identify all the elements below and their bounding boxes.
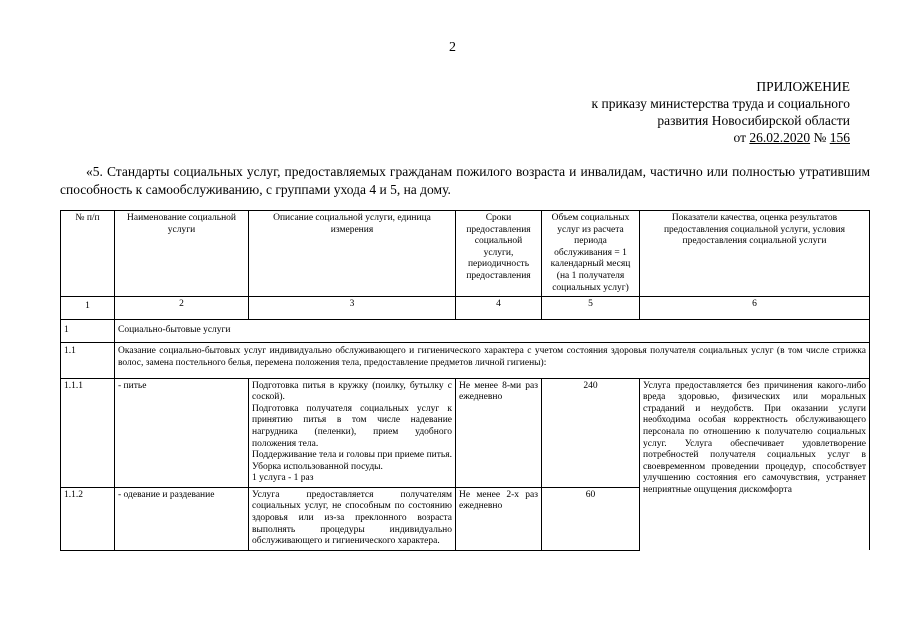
appendix-line-2: развития Новосибирской области — [657, 113, 850, 128]
order-date-prefix: от — [733, 130, 750, 145]
row-description — [249, 487, 456, 550]
section-row — [61, 319, 870, 343]
intro-paragraph: «5. Стандарты социальных услуг, предоставляемых гражданам пожилого возраста и инвалидам, частично или полностью утратившим способность к самообслуживанию, с группами ухода 4 и 5, на дому. — [60, 164, 870, 197]
description-line: Поддерживание тела и головы при приеме питья. Уборка использованной посуды. — [252, 450, 452, 472]
header-description: Описание социальной услуги, единица измерения — [249, 211, 456, 297]
subsection-text: Оказание социально-бытовых услуг индивидуально обслуживающего и гигиенического характера с учетом состояния здоровья получателя социальных услуг (в том числе стрижка волос, замена постельного белья, перемена положения тела, предоставление предметов личной гигиены): — [115, 343, 870, 378]
description-line: 1 услуга - 1 раз — [252, 473, 314, 484]
order-date: 26.02.2020 — [749, 130, 811, 145]
subsection-row — [61, 343, 870, 378]
header-period: Сроки предоставления социальной услуги, периодичность предоставления — [456, 211, 542, 297]
row-name: - одевание и раздевание — [115, 487, 249, 550]
column-number-row — [61, 297, 870, 320]
row-num: 1.1.2 — [61, 487, 115, 550]
appendix-line-1: к приказу министерства труда и социального — [591, 96, 850, 111]
col-number: 4 — [456, 297, 542, 320]
header-num: № п/п — [61, 211, 115, 297]
header-quality: Показатели качества, оценка результатов предоставления социальной услуги, условия предоставления социальной услуги — [640, 211, 870, 297]
row-name: - питье — [115, 378, 249, 487]
col-number: 3 — [249, 297, 456, 320]
col-number: 6 — [640, 297, 870, 320]
row-volume: 60 — [542, 487, 640, 550]
appendix-header — [490, 78, 850, 146]
row-volume: 240 — [542, 378, 640, 487]
row-quality: Услуга предоставляется без причинения какого-либо вреда здоровью, физических или моральных страданий и неудобств. При оказании услуги необходима особая корректность обслуживающего персонала по отношению к получателю социальных услуг. Услуга обеспечивает удовлетворение потребностей получателя социальных услуг в своевременном проведении процедур, способствует улучшению состояния его самочувствия, устраняет неприятные ощущения дискомфорта — [640, 378, 870, 550]
col-number: 1 — [61, 297, 115, 320]
header-volume: Объем социальных услуг из расчета периода обслуживания = 1 календарный месяц (на 1 получателя социальных услуг) — [542, 211, 640, 297]
row-description — [249, 378, 456, 487]
description-line: Подготовка питья в кружку (поилку, бутылку с соской). — [252, 380, 452, 403]
col-number: 2 — [115, 297, 249, 320]
col-number: 5 — [542, 297, 640, 320]
subsection-num: 1.1 — [61, 343, 115, 378]
row-num: 1.1.1 — [61, 378, 115, 487]
order-number-sign: № — [810, 130, 830, 145]
order-number: 156 — [829, 130, 850, 145]
row-period: Не менее 2-х раз ежедневно — [456, 487, 542, 550]
description-line: Подготовка получателя социальных услуг к принятию питья в том числе надевание нагрудника (пеленки), прием удобного положения тела. — [252, 403, 452, 449]
section-num: 1 — [61, 319, 115, 343]
standards-table — [60, 210, 870, 551]
header-row — [61, 211, 870, 297]
section-title: Социально-бытовые услуги — [115, 319, 870, 343]
description-line: Услуга предоставляется получателям социальных услуг, не способным по состоянию здоровья или из-за преклонного возраста выполнять процедуры индивидуально обслуживающего и гигиенического характера. — [252, 489, 452, 547]
appendix-title: ПРИЛОЖЕНИЕ — [756, 79, 850, 94]
appendix-order-line — [490, 129, 850, 146]
table-row — [61, 378, 870, 487]
header-name: Наименование социальной услуги — [115, 211, 249, 297]
row-period: Не менее 8-ми раз ежедневно — [456, 378, 542, 487]
page-number: 2 — [449, 40, 456, 55]
